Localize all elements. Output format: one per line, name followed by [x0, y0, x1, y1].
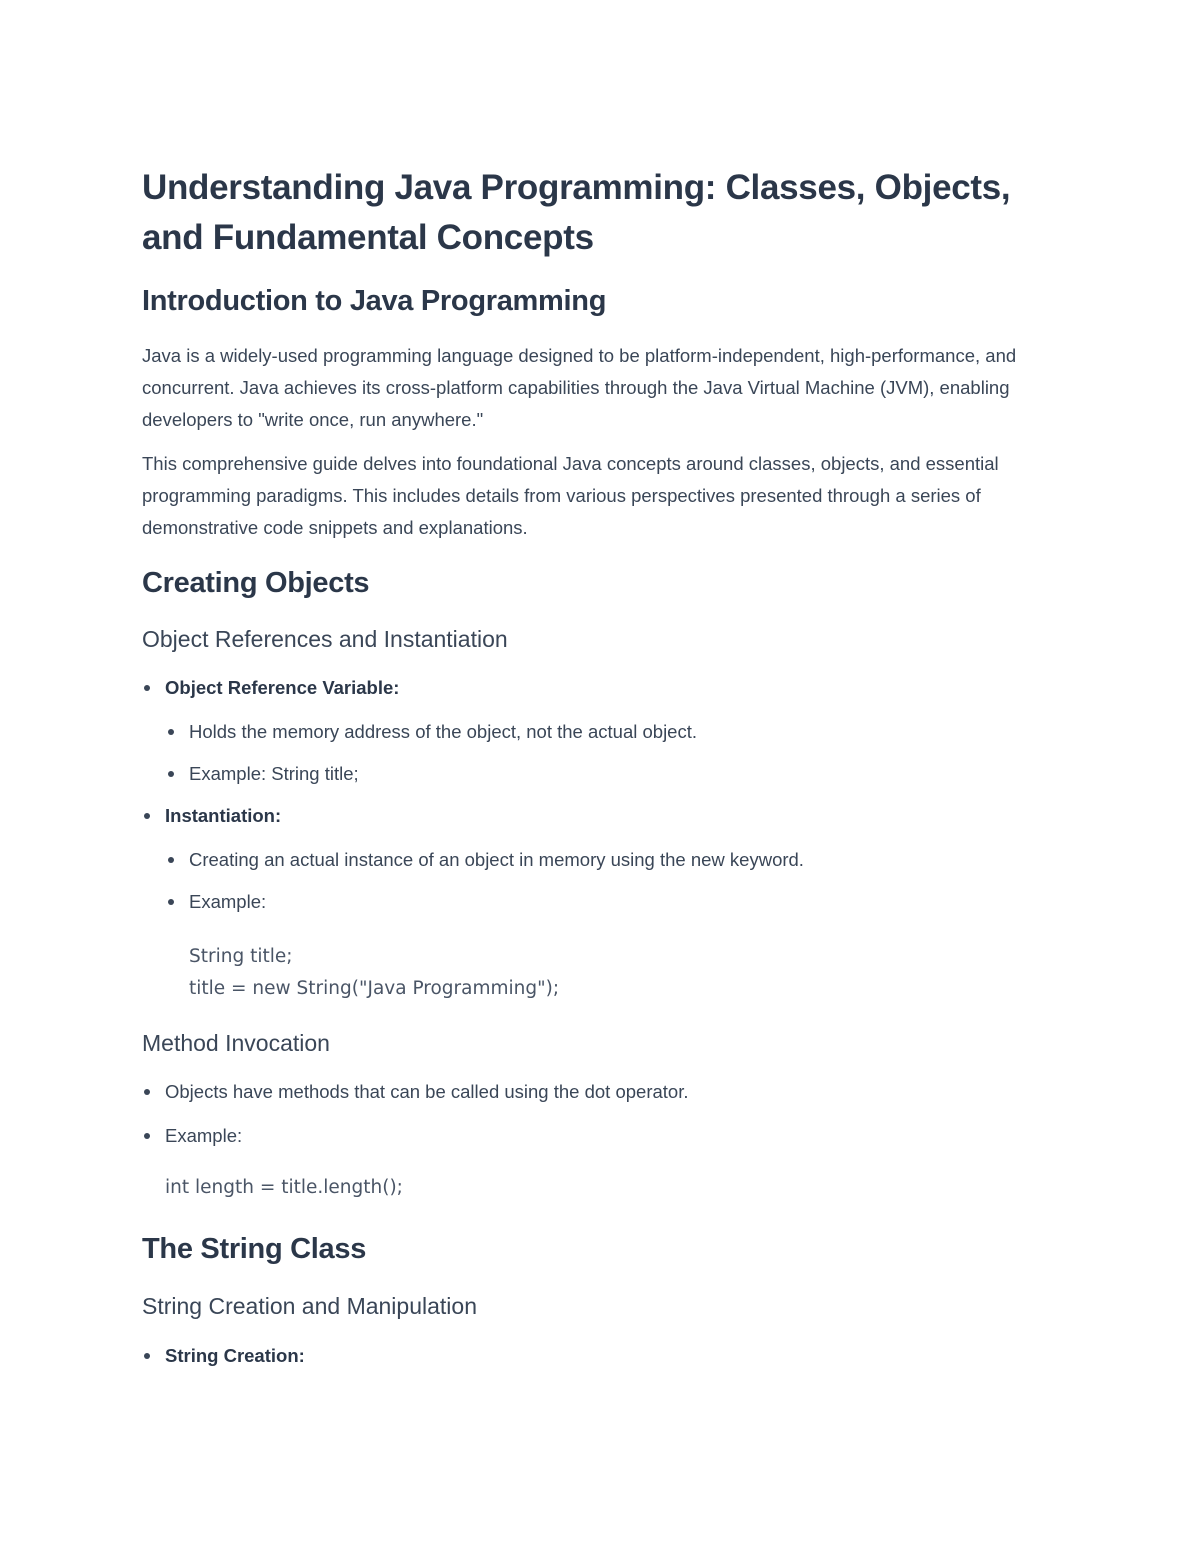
bullet-icon [144, 1133, 150, 1139]
list-item-instantiation: Instantiation: [165, 802, 281, 830]
code-line: String title; [189, 946, 293, 967]
list-item-creating-instance: Creating an actual instance of an object in memory using the new keyword. [189, 846, 804, 874]
intro-paragraph-2: This comprehensive guide delves into foundational Java concepts around classes, objects, and essential programming paradigms. This includes details from various perspectives presented through a series of demonstrative code snippets and explanations. [142, 453, 999, 538]
bullet-icon [168, 899, 174, 905]
bullet-icon [144, 685, 150, 691]
code-line: title = new String("Java Programming"); [189, 978, 560, 999]
bullet-icon [168, 857, 174, 863]
section-heading-string-class: The String Class [142, 1233, 367, 1265]
section-heading-introduction: Introduction to Java Programming [142, 285, 607, 317]
section-heading-creating-objects: Creating Objects [142, 567, 370, 599]
list-item-string-creation: String Creation: [165, 1342, 305, 1370]
subsection-heading-object-references: Object References and Instantiation [142, 626, 508, 652]
list-item-holds-memory-address: Holds the memory address of the object, not the actual object. [189, 718, 697, 746]
bullet-icon [144, 1089, 150, 1095]
bullet-icon [168, 771, 174, 777]
subsection-heading-method-invocation: Method Invocation [142, 1030, 330, 1056]
list-item-dot-operator: Objects have methods that can be called using the dot operator. [165, 1078, 688, 1106]
document-title: Understanding Java Programming: Classes, Objects, and Fundamental Concepts [142, 168, 1011, 257]
subsection-heading-string-creation: String Creation and Manipulation [142, 1293, 477, 1319]
list-item-example-string-title: Example: String title; [189, 760, 359, 788]
bullet-icon [144, 1353, 150, 1359]
bullet-icon [144, 813, 150, 819]
code-line: int length = title.length(); [165, 1177, 403, 1198]
list-item-example-method: Example: [165, 1122, 242, 1150]
bullet-icon [168, 729, 174, 735]
intro-paragraph-1: Java is a widely-used programming language designed to be platform-independent, high-performance, and concurrent. Java achieves its cross-platform capabilities through the Java Virtual Machine (JVM), enabling developers to "write once, run anywhere." [142, 345, 1017, 430]
list-item-object-reference-variable: Object Reference Variable: [165, 674, 399, 702]
list-item-example-instantiation: Example: [189, 888, 266, 916]
